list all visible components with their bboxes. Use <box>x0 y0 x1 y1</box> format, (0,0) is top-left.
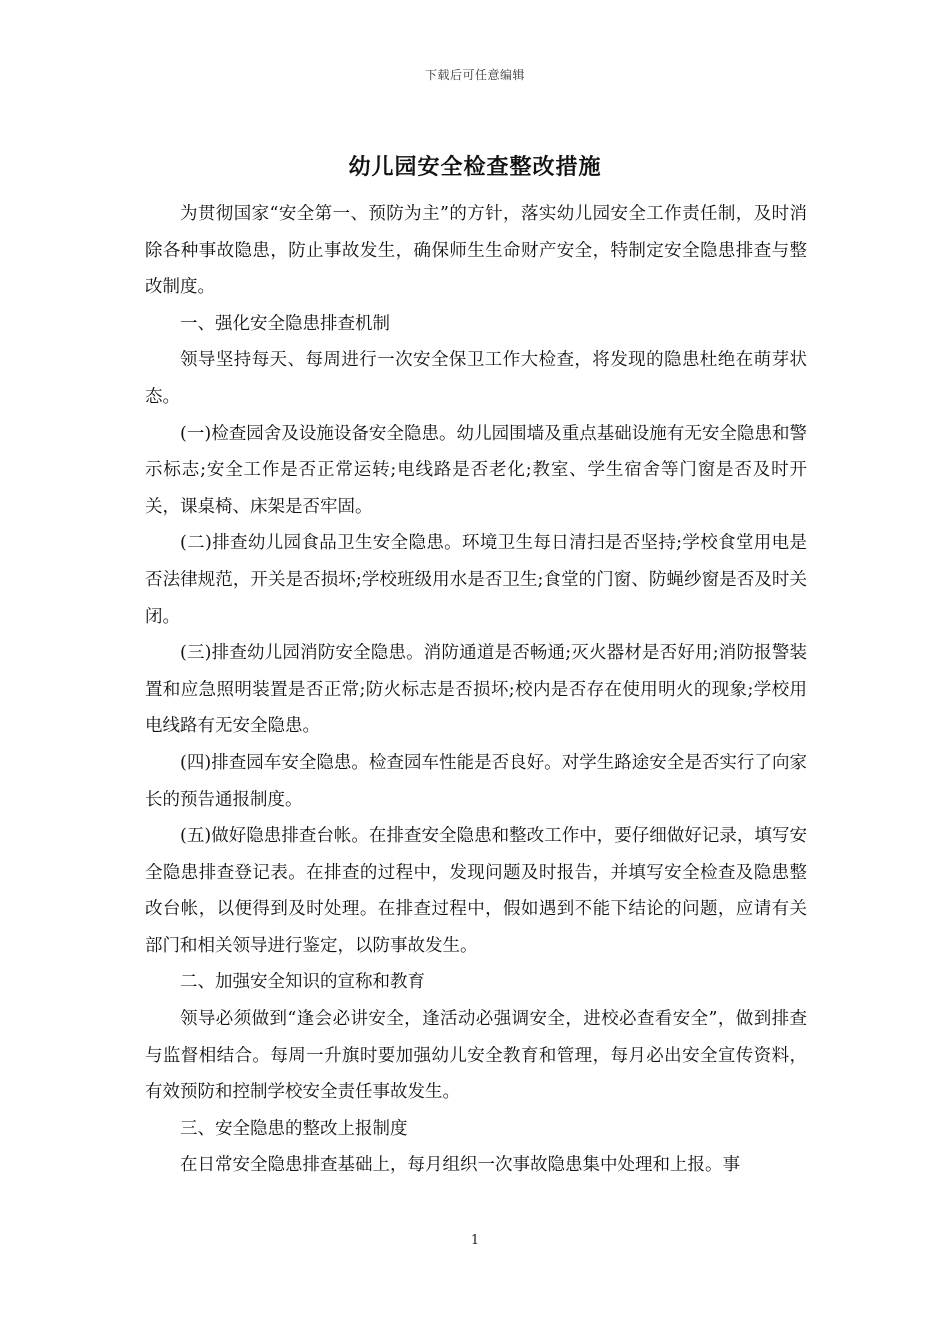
section-heading-1: 一、强化安全隐患排查机制 <box>180 313 390 334</box>
body-paragraph: (二)排查幼儿园食品卫生安全隐患。环境卫生每日清扫是否坚持;学校食堂用电是否法律规范，开关是否损坏;学校班级用水是否卫生;食堂的门窗、防蝇纱窗是否及时关闭。 <box>145 533 807 627</box>
body-paragraph: 领导必须做到“逢会必讲安全，逢活动必强调安全，进校必查看安全”，做到排查与监督相结合。每周一升旗时要加强幼儿安全教育和管理，每月必出安全宣传资料，有效预防和控制学校安全责任事故发生。 <box>145 1009 807 1103</box>
body-paragraph: (五)做好隐患排查台帐。在排查安全隐患和整改工作中，要仔细做好记录，填写安全隐患排查登记表。在排查的过程中，发现问题及时报告，并填写安全检查及隐患整改台帐，以便得到及时处理。在排查过程中，假如遇到不能下结论的问题，应请有关部门和相关领导进行鉴定，以防事故发生。 <box>145 826 807 956</box>
body-paragraph: (三)排查幼儿园消防安全隐患。消防通道是否畅通;灭火器材是否好用;消防报警装置和应急照明装置是否正常;防火标志是否损坏;校内是否存在使用明火的现象;学校用电线路有无安全隐患。 <box>145 643 807 737</box>
document-title: 幼儿园安全检查整改措施 <box>348 154 602 180</box>
document-body <box>145 196 807 1184</box>
body-paragraph: 在日常安全隐患排查基础上，每月组织一次事故隐患集中处理和上报。事 <box>180 1155 740 1176</box>
body-paragraph: (一)检查园舍及设施设备安全隐患。幼儿园围墙及重点基础设施有无安全隐患和警示标志;安全工作是否正常运转;电线路是否老化;教室、学生宿舍等门窗是否及时开关，课桌椅、床架是否牢固。 <box>145 423 807 517</box>
body-paragraph: (四)排查园车安全隐患。检查园车性能是否良好。对学生路途安全是否实行了向家长的预告通报制度。 <box>145 752 807 810</box>
header-note: 下载后可任意编辑 <box>424 68 525 82</box>
body-paragraph: 领导坚持每天、每周进行一次安全保卫工作大检查，将发现的隐患杜绝在萌芽状态。 <box>145 350 807 407</box>
section-heading-2: 二、加强安全知识的宣称和教育 <box>180 972 425 993</box>
page-number: 1 <box>470 1233 480 1248</box>
intro-paragraph: 为贯彻国家“安全第一、预防为主”的方针，落实幼儿园安全工作责任制，及时消除各种事故隐患，防止事故发生，确保师生生命财产安全，特制定安全隐患排查与整改制度。 <box>145 204 807 298</box>
section-heading-3: 三、安全隐患的整改上报制度 <box>180 1118 408 1139</box>
